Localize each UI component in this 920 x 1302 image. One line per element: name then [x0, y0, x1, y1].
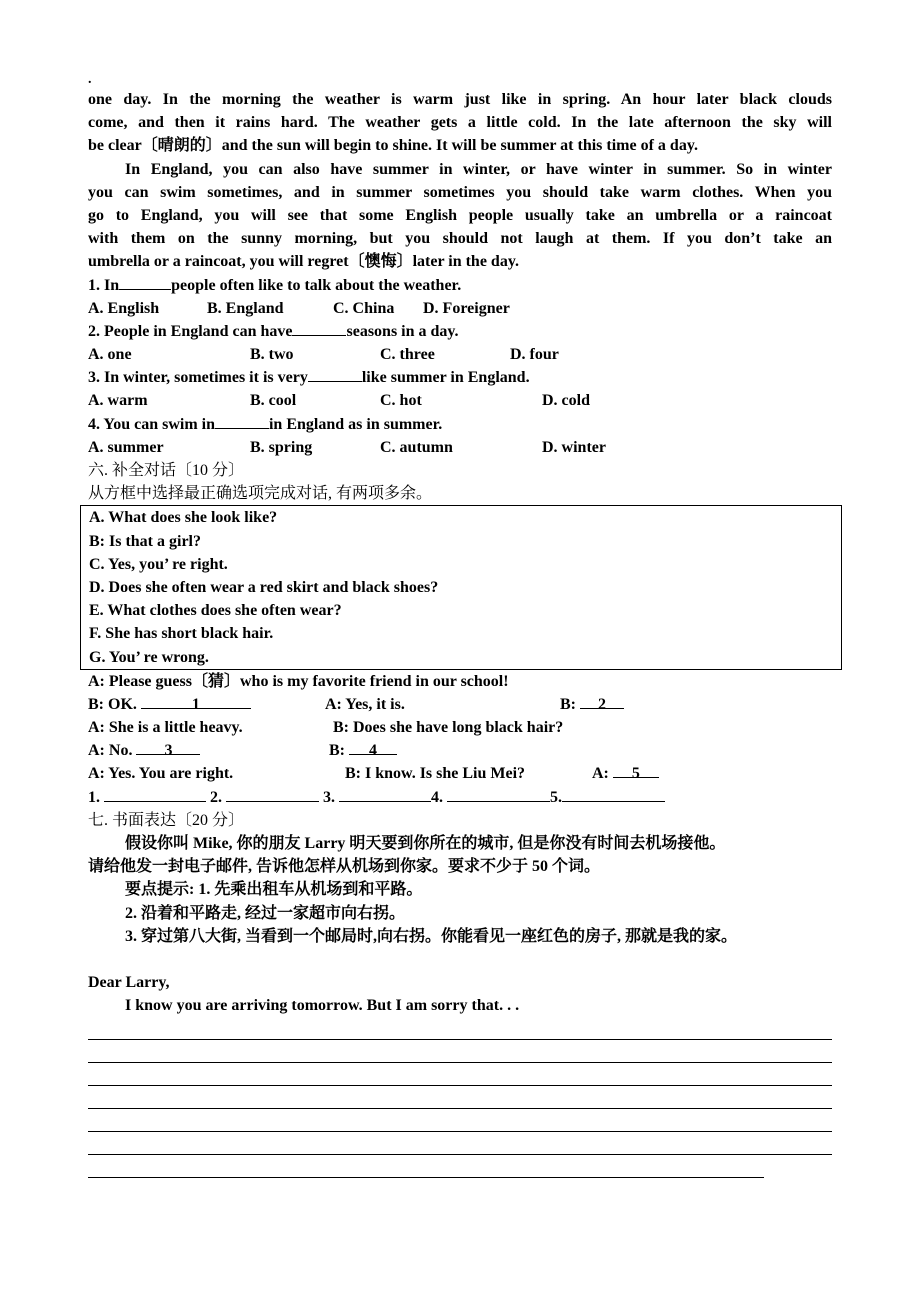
question-text: like summer in England.	[361, 369, 530, 387]
stray-dot: .	[88, 72, 92, 87]
box-option: F. She has short black hair.	[89, 625, 274, 643]
passage-line: one day. In the morning the weather is warm just like in spring. An hour later black clouds	[88, 91, 832, 108]
dialogue	[88, 670, 832, 809]
speaker-text: A: No.	[88, 742, 137, 760]
speaker-text: B:	[329, 742, 349, 760]
question-stem	[88, 366, 832, 389]
answer-blank[interactable]	[562, 786, 665, 802]
answer-blank[interactable]: 2	[580, 693, 624, 709]
answer-blank[interactable]	[308, 366, 362, 382]
writing-line[interactable]	[88, 1040, 832, 1063]
answer-blank[interactable]: 4	[349, 739, 397, 755]
letter-opening: I know you are arriving tomorrow. But I am sorry that. . .	[125, 997, 520, 1015]
answer-blank[interactable]	[119, 274, 171, 290]
option[interactable]: D. four	[510, 346, 559, 364]
dialogue-line: A: Please guess〔猜〕who is my favorite friend in our school!	[88, 672, 509, 690]
writing-line[interactable]	[88, 1086, 832, 1109]
answer-blank[interactable]: 1	[141, 693, 251, 709]
question-options	[88, 343, 832, 366]
box-option: C. Yes, you’ re right.	[89, 555, 228, 573]
writing-line[interactable]	[88, 1018, 832, 1041]
passage-line: be clear〔晴朗的〕and the sun will begin to shine. It will be summer at this time of a day.	[88, 137, 698, 155]
question-options	[88, 436, 832, 459]
writing-line[interactable]	[88, 1109, 832, 1132]
box-option: E. What clothes does she often wear?	[89, 602, 342, 620]
dialogue-turn	[88, 739, 329, 762]
section-six-title: 六. 补全对话〔10 分〕	[88, 462, 245, 479]
question-stem	[88, 320, 832, 343]
box-option: D. Does she often wear a red skirt and black shoes?	[89, 578, 439, 596]
section-six-instruction: 从方框中选择最正确选项完成对话, 有两项多余。	[88, 485, 433, 503]
question-text: seasons in a day.	[346, 322, 459, 340]
question-list	[88, 274, 832, 460]
section-seven-title: 七. 书面表达〔20 分〕	[88, 811, 245, 829]
writing-line[interactable]	[88, 1155, 764, 1178]
question-options	[88, 297, 832, 320]
answer-blank[interactable]	[447, 786, 550, 802]
option[interactable]: B. two	[250, 346, 294, 364]
answer-blank[interactable]: 3	[136, 739, 200, 755]
reading-passage	[88, 88, 832, 274]
answer-label: 3.	[323, 788, 335, 806]
writing-line[interactable]	[88, 1063, 832, 1086]
question-stem	[88, 274, 832, 297]
answer-blank[interactable]	[292, 320, 346, 336]
box-option: G. You’ re wrong.	[89, 648, 209, 666]
answer-blank[interactable]	[215, 413, 269, 429]
dialogue-turn	[560, 693, 624, 716]
dialogue-turn	[88, 693, 325, 716]
writing-tip: 要点提示: 1. 先乘出租车从机场到和平路。	[125, 881, 423, 899]
option[interactable]: B. England	[207, 299, 284, 317]
passage-line: come, and then it rains hard. The weather gets a little cold. In the late afternoon the sky will	[88, 114, 832, 132]
question-stem	[88, 413, 832, 436]
option[interactable]: A. English	[88, 299, 160, 317]
option[interactable]: A. warm	[88, 392, 148, 410]
question-text: 2. People in England can have	[88, 322, 293, 340]
writing-prompt: 假设你叫 Mike, 你的朋友 Larry 明天要到你所在的城市, 但是你没有时间去机场接他。	[125, 835, 726, 852]
answer-blank[interactable]	[226, 786, 319, 802]
answer-blank[interactable]	[104, 786, 206, 802]
answer-label: 5.	[550, 788, 562, 806]
answer-label: 2.	[210, 788, 222, 806]
option[interactable]: D. winter	[542, 438, 606, 456]
speaker-text: B:	[560, 695, 580, 713]
writing-line[interactable]	[88, 1132, 832, 1155]
writing-area[interactable]	[88, 1018, 832, 1178]
passage-line: umbrella or a raincoat, you will regret〔懊悔〕later in the day.	[88, 253, 519, 271]
option[interactable]: B. cool	[250, 392, 297, 410]
option[interactable]: B. spring	[250, 438, 313, 456]
answer-label: 4.	[431, 788, 443, 806]
dialogue-line	[88, 716, 832, 739]
answer-label: 1.	[88, 788, 100, 806]
letter-salutation: Dear Larry,	[88, 974, 170, 992]
dialogue-turn: B: Does she have long black hair?	[333, 719, 564, 737]
writing-tip: 2. 沿着和平路走, 经过一家超市向右拐。	[125, 904, 406, 922]
box-option: A. What does she look like?	[89, 509, 278, 527]
option[interactable]: D. cold	[542, 392, 590, 410]
dialogue-turn: A: Yes, it is.	[325, 695, 405, 713]
writing-prompt: 请给他发一封电子邮件, 告诉他怎样从机场到你家。要求不少于 50 个词。	[88, 858, 601, 876]
dialogue-turn	[592, 762, 659, 785]
passage-line: with them on the sunny morning, but you should not laugh at them. If you don’t take an	[88, 230, 832, 248]
box-option: B: Is that a girl?	[89, 532, 201, 550]
option[interactable]: D. Foreigner	[423, 299, 510, 317]
writing-tip: 3. 穿过第八大街, 当看到一个邮局时,向右拐。你能看见一座红色的房子, 那就是我的家。	[125, 927, 738, 945]
dialogue-turn: A: Yes. You are right.	[88, 765, 234, 783]
speaker-text: A:	[592, 765, 613, 783]
option[interactable]: A. summer	[88, 438, 164, 456]
answer-blank[interactable]: 5	[613, 762, 659, 778]
answer-line	[88, 786, 832, 809]
question-text: 1. In	[88, 276, 120, 294]
question-options	[88, 389, 832, 412]
worksheet-page	[88, 72, 832, 1178]
answer-blank[interactable]	[339, 786, 431, 802]
dialogue-line	[88, 693, 832, 716]
options-box	[80, 505, 842, 669]
dialogue-line	[88, 762, 832, 785]
option[interactable]: C. autumn	[380, 438, 453, 456]
passage-line: you can swim sometimes, and in summer sometimes you should take warm clothes. When you	[88, 183, 832, 201]
question-text: in England as in summer.	[268, 415, 443, 433]
dialogue-line	[88, 739, 832, 762]
blank-spacer	[88, 948, 832, 971]
option[interactable]: C. hot	[380, 392, 422, 410]
speaker-text: B: OK.	[88, 695, 141, 713]
dialogue-turn: B: I know. Is she Liu Mei?	[345, 765, 526, 783]
option[interactable]: A. one	[88, 346, 132, 364]
passage-line: In England, you can also have summer in winter, or have winter in summer. So in winter	[125, 160, 832, 178]
dialogue-turn	[329, 739, 397, 762]
question-text: 3. In winter, sometimes it is very	[88, 369, 308, 387]
question-text: people often like to talk about the weather.	[171, 276, 462, 294]
dialogue-turn: A: She is a little heavy.	[88, 719, 243, 737]
option[interactable]: C. three	[380, 346, 435, 364]
passage-line: go to England, you will see that some English people usually take an umbrella or a raincoat	[88, 206, 832, 224]
option[interactable]: C. China	[333, 299, 395, 317]
question-text: 4. You can swim in	[88, 415, 215, 433]
